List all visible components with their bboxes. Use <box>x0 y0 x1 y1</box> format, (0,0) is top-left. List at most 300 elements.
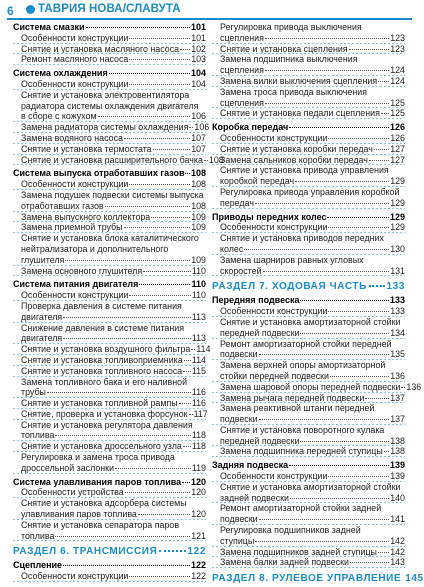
entry-page: 114 <box>191 354 206 365</box>
entry-page: 110 <box>191 290 206 301</box>
toc-subsection-entry[interactable] <box>13 344 211 355</box>
entry-page: 122 <box>190 560 206 571</box>
dot-leader <box>129 184 190 185</box>
entry-page: 108 <box>190 168 206 179</box>
entry-line <box>212 460 405 471</box>
dot-leader <box>65 260 190 261</box>
toc-section-entry[interactable] <box>13 560 206 571</box>
entry-title: Снятие и установка воздушного фильтра <box>21 344 191 355</box>
entry-line <box>21 122 210 133</box>
entry-page: 129 <box>389 211 405 222</box>
entry-line <box>212 122 405 133</box>
toc-subsection-entry[interactable] <box>13 498 206 520</box>
entry-title: Снятие и установка коробки передач <box>220 143 373 154</box>
dot-leader <box>300 333 389 334</box>
entry-page: 108 <box>191 179 206 190</box>
dot-leader <box>263 271 390 272</box>
entry-line <box>220 108 405 119</box>
toc-subsection-entry[interactable] <box>212 222 405 233</box>
entry-title: Коробка передач <box>212 122 289 133</box>
entry-title-start: Снятие и установка регулятора давления <box>21 419 193 430</box>
entry-title-start: Замена реактивной штанги передней <box>220 403 375 414</box>
entry-line <box>21 266 206 277</box>
entry-page: 110 <box>191 279 206 290</box>
toc-subsection-entry[interactable] <box>212 233 405 255</box>
entry-line <box>21 571 206 582</box>
dot-leader <box>374 149 389 150</box>
entry-line <box>21 487 206 498</box>
dot-leader <box>289 127 389 128</box>
entry-page: 130 <box>390 243 405 254</box>
entry-page: 109 <box>191 254 206 265</box>
toc-subsection-entry[interactable] <box>13 122 210 133</box>
toc-subsection-entry[interactable] <box>212 165 405 187</box>
entry-title: Замена выпускного коллектора <box>21 211 151 222</box>
entry-title: сцепления <box>220 97 264 108</box>
toc-subsection-entry[interactable] <box>13 290 206 301</box>
entry-page: 103 <box>191 54 206 65</box>
toc-subsection-entry[interactable] <box>212 360 405 382</box>
dot-leader <box>255 541 389 542</box>
dot-leader <box>124 138 190 139</box>
entry-title: ступицы <box>220 535 255 546</box>
entry-page: 127 <box>390 143 405 154</box>
toc-subsection-entry[interactable] <box>13 133 206 144</box>
entry-page: 115 <box>191 365 206 376</box>
entry-title-start: Ремонт амортизаторной стойки передней <box>220 338 392 349</box>
dot-leader <box>381 113 389 114</box>
entry-line <box>21 33 206 44</box>
entry-page: 101 <box>191 32 206 43</box>
entry-title-start: Снятие и установка адсорбера системы <box>21 498 187 509</box>
entry-title: Система питания двигателя <box>13 279 139 290</box>
dot-leader <box>401 387 405 388</box>
toc-subsection-entry[interactable] <box>212 547 405 558</box>
entry-title: передач <box>220 197 254 208</box>
dot-leader <box>63 338 191 339</box>
toc-subsection-entry[interactable] <box>13 420 206 442</box>
entry-title-start: Замена верхней опоры амортизаторной <box>220 360 386 371</box>
entry-line <box>220 65 405 76</box>
entry-line <box>21 430 206 441</box>
entry-line <box>220 371 405 382</box>
entry-page: 133 <box>390 306 405 317</box>
entry-line <box>21 111 206 122</box>
entry-title: Снятие и установка топливной рампы <box>21 398 178 409</box>
toc-subsection-entry[interactable] <box>212 482 405 504</box>
entry-line <box>21 144 206 155</box>
toc-subsection-entry[interactable] <box>212 525 405 547</box>
entry-title: Замена подшипников задней ступицы <box>220 546 377 557</box>
entry-title: двигателя <box>21 311 63 322</box>
entry-line <box>220 44 405 55</box>
entry-line <box>21 154 224 166</box>
dot-leader <box>295 181 389 182</box>
page-number: 6 <box>7 4 14 18</box>
toc-right-column <box>212 22 424 587</box>
toc-subsection-entry[interactable] <box>212 403 405 425</box>
toc-subsection-entry[interactable] <box>212 446 405 457</box>
entry-line <box>220 349 405 360</box>
entry-title: передней подвески <box>220 435 300 446</box>
entry-page: 109 <box>191 222 206 233</box>
toc-section-entry[interactable] <box>212 212 405 223</box>
entry-title: Особенности конструкции <box>21 571 129 582</box>
toc-subsection-entry[interactable] <box>13 222 206 233</box>
dot-leader <box>129 38 190 39</box>
entry-page: 120 <box>191 487 206 498</box>
dot-leader <box>328 138 389 139</box>
chapter-title: РАЗДЕЛ 6. ТРАНСМИССИЯ <box>13 546 158 558</box>
entry-page: 104 <box>190 68 206 79</box>
entry-title: Особенности конструкции <box>21 179 129 190</box>
entry-page: 120 <box>191 509 206 520</box>
entry-title: колес <box>220 243 244 254</box>
toc-subsection-entry[interactable] <box>13 323 206 345</box>
entry-line <box>21 409 206 420</box>
entry-page: 129 <box>390 222 405 233</box>
entry-title: Замена подшипника передней ступицы <box>220 446 383 457</box>
toc-section-entry[interactable] <box>13 68 206 79</box>
toc-subsection-entry[interactable] <box>13 190 206 212</box>
dot-leader <box>183 446 191 447</box>
toc-subsection-entry[interactable] <box>212 76 405 87</box>
entry-line <box>21 201 206 212</box>
entry-title: подвески <box>220 514 258 525</box>
toc-subsection-entry[interactable] <box>13 520 206 542</box>
entry-line <box>21 441 206 452</box>
toc-subsection-entry[interactable] <box>13 398 206 409</box>
entry-page: 136 <box>390 370 405 381</box>
entry-line <box>21 531 206 542</box>
dot-leader <box>350 562 389 563</box>
entry-line <box>21 44 206 55</box>
entry-page: 129 <box>390 176 405 187</box>
entry-title: Замена вилки выключения сцепления <box>220 75 378 86</box>
entry-line <box>220 266 405 277</box>
entry-title-start: Замена шарниров равных угловых <box>220 254 364 265</box>
dot-leader <box>63 317 191 318</box>
toc-subsection-entry[interactable] <box>13 154 224 166</box>
entry-line <box>13 477 206 488</box>
entry-line <box>21 255 206 266</box>
entry-title: Особенности конструкции <box>220 222 328 233</box>
entry-page: 139 <box>390 471 405 482</box>
entry-page: 102 <box>191 43 206 54</box>
toc-subsection-entry[interactable] <box>212 317 405 339</box>
entry-line <box>21 312 206 323</box>
dot-leader <box>384 451 389 452</box>
entry-page: 126 <box>390 132 405 143</box>
dot-leader <box>189 127 193 128</box>
entry-line <box>220 514 405 525</box>
toc-subsection-entry[interactable] <box>13 79 206 90</box>
entry-title: Снятие и установка педали сцепления <box>220 108 380 119</box>
toc-subsection-entry[interactable] <box>13 441 206 452</box>
toc-subsection-entry[interactable] <box>212 503 405 525</box>
entry-page: 101 <box>190 22 206 32</box>
dot-leader <box>129 295 190 296</box>
entry-line <box>220 244 405 255</box>
entry-title: коробкой передач <box>220 176 295 187</box>
chapter-heading[interactable] <box>13 546 206 557</box>
entry-page: 124 <box>390 75 405 86</box>
dot-leader <box>189 414 193 415</box>
entry-title: Замена радиатора системы охлаждения <box>21 122 189 133</box>
entry-title: Снятие и установка дроссельного узла <box>21 441 182 452</box>
entry-line <box>21 355 206 366</box>
dot-leader <box>129 576 190 577</box>
entry-page: 106 <box>191 111 206 122</box>
entry-line <box>220 133 405 144</box>
chapter-page: 122 <box>187 546 206 558</box>
entry-page: 123 <box>390 43 405 54</box>
dot-leader <box>378 81 389 82</box>
toc-subsection-entry[interactable] <box>13 366 206 377</box>
entry-page: 113 <box>191 311 206 322</box>
chapter-heading[interactable] <box>212 573 424 585</box>
toc-subsection-entry[interactable] <box>212 471 405 482</box>
toc-subsection-entry[interactable] <box>13 144 206 155</box>
entry-title: Замена основного глушителя <box>21 265 143 276</box>
entry-title-start: Снятие и установка сепаратора паров <box>21 519 180 530</box>
toc-left-column <box>13 22 224 582</box>
entry-title-start: Снятие и установка приводов передних <box>220 233 384 244</box>
entry-title: Снятие и установка сцепления <box>220 43 348 54</box>
dot-leader <box>47 392 191 393</box>
dot-leader <box>290 498 389 499</box>
toc-section-entry[interactable] <box>13 279 206 290</box>
toc-subsection-entry[interactable] <box>13 452 206 474</box>
entry-title: Передняя подвеска <box>212 295 300 306</box>
dot-leader <box>109 73 190 74</box>
toc-subsection-entry[interactable] <box>212 87 405 109</box>
dot-leader <box>369 285 385 287</box>
toc-section-entry[interactable] <box>13 168 206 179</box>
toc-subsection-entry[interactable] <box>13 179 206 190</box>
toc-subsection-entry[interactable] <box>13 33 206 44</box>
entry-line <box>220 547 405 558</box>
entry-page: 108 <box>191 200 206 211</box>
dot-leader <box>124 227 191 228</box>
entry-title: Особенности конструкции <box>220 132 328 143</box>
toc-subsection-entry[interactable] <box>13 44 206 55</box>
entry-title: сцепления <box>220 65 264 76</box>
entry-line <box>220 176 405 187</box>
toc-section-entry[interactable] <box>212 460 405 471</box>
dot-leader <box>289 465 389 466</box>
entry-line <box>21 54 206 65</box>
entry-title: скоростей <box>220 265 262 276</box>
toc-subsection-entry[interactable] <box>212 393 405 404</box>
entry-line <box>220 381 422 393</box>
entry-line <box>21 290 206 301</box>
dot-leader <box>185 173 189 174</box>
toc-subsection-entry[interactable] <box>212 22 405 44</box>
dot-leader <box>328 227 389 228</box>
dot-leader <box>86 27 190 28</box>
entry-title: Снятие и установка топливного насоса <box>21 365 183 376</box>
entry-page: 116 <box>191 398 206 409</box>
entry-title: Снятие и установка расширительного бачка <box>21 154 203 165</box>
toc-section-entry[interactable] <box>212 122 405 133</box>
toc-subsection-entry[interactable] <box>212 44 405 55</box>
toc-subsection-entry[interactable] <box>212 144 405 155</box>
entry-page: 104 <box>191 78 206 89</box>
dot-leader <box>151 217 190 218</box>
entry-page: 129 <box>390 197 405 208</box>
toc-section-entry[interactable] <box>13 22 206 33</box>
dot-leader <box>63 565 190 566</box>
entry-page: 107 <box>191 143 206 154</box>
entry-line <box>21 398 206 409</box>
entry-title: Сцепление <box>13 560 63 571</box>
toc-subsection-entry[interactable] <box>13 571 206 582</box>
chapter-title: РАЗДЕЛ 7. ХОДОВАЯ ЧАСТЬ <box>212 281 367 293</box>
toc-subsection-entry[interactable] <box>212 155 405 166</box>
entry-title: двигателя <box>21 333 63 344</box>
entry-page: 107 <box>191 132 206 143</box>
entry-line <box>13 22 206 33</box>
toc-section-entry[interactable] <box>13 477 206 488</box>
entry-page: 125 <box>390 97 405 108</box>
dot-leader <box>180 49 190 50</box>
dot-leader <box>55 536 190 537</box>
entry-line <box>220 155 405 166</box>
entry-title-start: Снятие и установка амортизаторной стойки <box>220 481 401 492</box>
entry-page: 118 <box>191 441 206 452</box>
dot-leader <box>98 116 191 117</box>
toc-subsection-entry[interactable] <box>212 306 405 317</box>
dot-leader <box>138 514 190 515</box>
entry-page: 116 <box>191 387 206 398</box>
entry-line <box>220 557 405 568</box>
dot-leader <box>349 49 390 50</box>
toc-subsection-entry[interactable] <box>13 266 206 277</box>
bullet-dot-icon <box>26 5 35 14</box>
toc-subsection-entry[interactable] <box>212 54 405 76</box>
entry-line <box>220 414 405 425</box>
toc-subsection-entry[interactable] <box>13 90 206 122</box>
toc-subsection-entry[interactable] <box>212 557 405 568</box>
entry-line <box>21 509 206 520</box>
entry-title: Особенности конструкции <box>21 78 129 89</box>
entry-title: сцепления <box>220 32 264 43</box>
entry-page: 122 <box>191 571 206 582</box>
toc-subsection-entry[interactable] <box>13 355 206 366</box>
dot-leader <box>125 492 191 493</box>
entry-page: 137 <box>390 414 405 425</box>
chapter-heading[interactable] <box>212 281 405 292</box>
entry-title: трубы <box>21 387 46 398</box>
entry-title: передней подвески <box>220 327 300 338</box>
toc-subsection-entry[interactable] <box>212 339 405 361</box>
toc-subsection-entry[interactable] <box>13 54 206 65</box>
dot-leader <box>244 249 389 250</box>
toc-subsection-entry[interactable] <box>13 377 206 399</box>
toc-section-entry[interactable] <box>212 295 405 306</box>
toc-subsection-entry[interactable] <box>13 487 206 498</box>
entry-page: 125 <box>390 108 405 119</box>
toc-subsection-entry[interactable] <box>212 255 405 277</box>
entry-title-start: Замена подшипника выключения <box>220 54 358 65</box>
toc-subsection-entry[interactable] <box>13 233 206 265</box>
entry-line <box>21 212 206 223</box>
entry-title: Снятие и установка масляного насоса <box>21 43 180 54</box>
dot-leader <box>105 206 191 207</box>
entry-title-start: Проверка давления в системе питания <box>21 300 182 311</box>
entry-title: отработавших газов <box>21 200 104 211</box>
toc-subsection-entry[interactable] <box>212 108 405 119</box>
entry-title: Система смазки <box>13 22 85 32</box>
entry-title: глушителя <box>21 254 65 265</box>
dot-leader <box>300 300 388 301</box>
entry-line <box>212 212 405 223</box>
dot-leader <box>55 435 190 436</box>
entry-page: 110 <box>191 265 206 276</box>
dot-leader <box>191 349 195 350</box>
entry-page: 118 <box>191 430 206 441</box>
entry-line <box>21 366 206 377</box>
entry-title-start: Ремонт амортизаторной стойки задней <box>220 503 382 514</box>
toc-subsection-entry[interactable] <box>212 425 405 447</box>
entry-title: Снятие и установка термостата <box>21 143 152 154</box>
entry-title: Замена приемной трубы <box>21 222 123 233</box>
entry-page: 120 <box>190 476 206 487</box>
entry-page: 126 <box>389 122 405 133</box>
entry-line <box>220 436 405 447</box>
entry-line <box>220 306 405 317</box>
toc-subsection-entry[interactable] <box>13 301 206 323</box>
toc-subsection-entry[interactable] <box>212 133 405 144</box>
entry-title: Особенности конструкции <box>220 306 328 317</box>
dot-leader <box>259 519 390 520</box>
entry-line <box>212 295 405 306</box>
dot-leader <box>143 271 191 272</box>
entry-title: топлива <box>21 530 55 541</box>
entry-title-start: Замена подушек подвески системы выпуска <box>21 189 204 200</box>
entry-line <box>21 179 206 190</box>
entry-page: 108 <box>208 154 224 165</box>
entry-title-start: Регулировка и замена троса привода <box>21 452 175 463</box>
entry-title: улавливания паров топлива <box>21 509 137 520</box>
entry-line <box>220 222 405 233</box>
entry-title: Замена сальников коробки передач <box>220 154 368 165</box>
entry-page: 119 <box>191 462 206 473</box>
toc-subsection-entry[interactable] <box>212 187 405 209</box>
entry-line <box>220 98 405 109</box>
toc-subsection-entry[interactable] <box>13 212 206 223</box>
entry-page: 124 <box>390 65 405 76</box>
toc-subsection-entry[interactable] <box>13 409 206 420</box>
entry-title-start: Замена топливного бака и его наливной <box>21 376 188 387</box>
entry-title: Система выпуска отработавших газов <box>13 168 185 179</box>
entry-line <box>220 76 405 87</box>
toc-subsection-entry[interactable] <box>212 381 422 393</box>
entry-title: Приводы передних колес <box>212 211 327 222</box>
entry-page: 137 <box>390 392 405 403</box>
entry-title: Ремонт масляного насоса <box>21 54 129 65</box>
entry-title: топлива <box>21 430 55 441</box>
entry-line <box>21 133 206 144</box>
entry-title: Задняя подвеска <box>212 460 289 471</box>
entry-page: 142 <box>390 535 405 546</box>
entry-line <box>13 68 206 79</box>
entry-page: 143 <box>390 557 405 568</box>
entry-title: дроссельной заслонки <box>21 462 115 473</box>
entry-title: Замена водяного насоса <box>21 132 123 143</box>
entry-title: Система охлаждения <box>13 68 108 79</box>
